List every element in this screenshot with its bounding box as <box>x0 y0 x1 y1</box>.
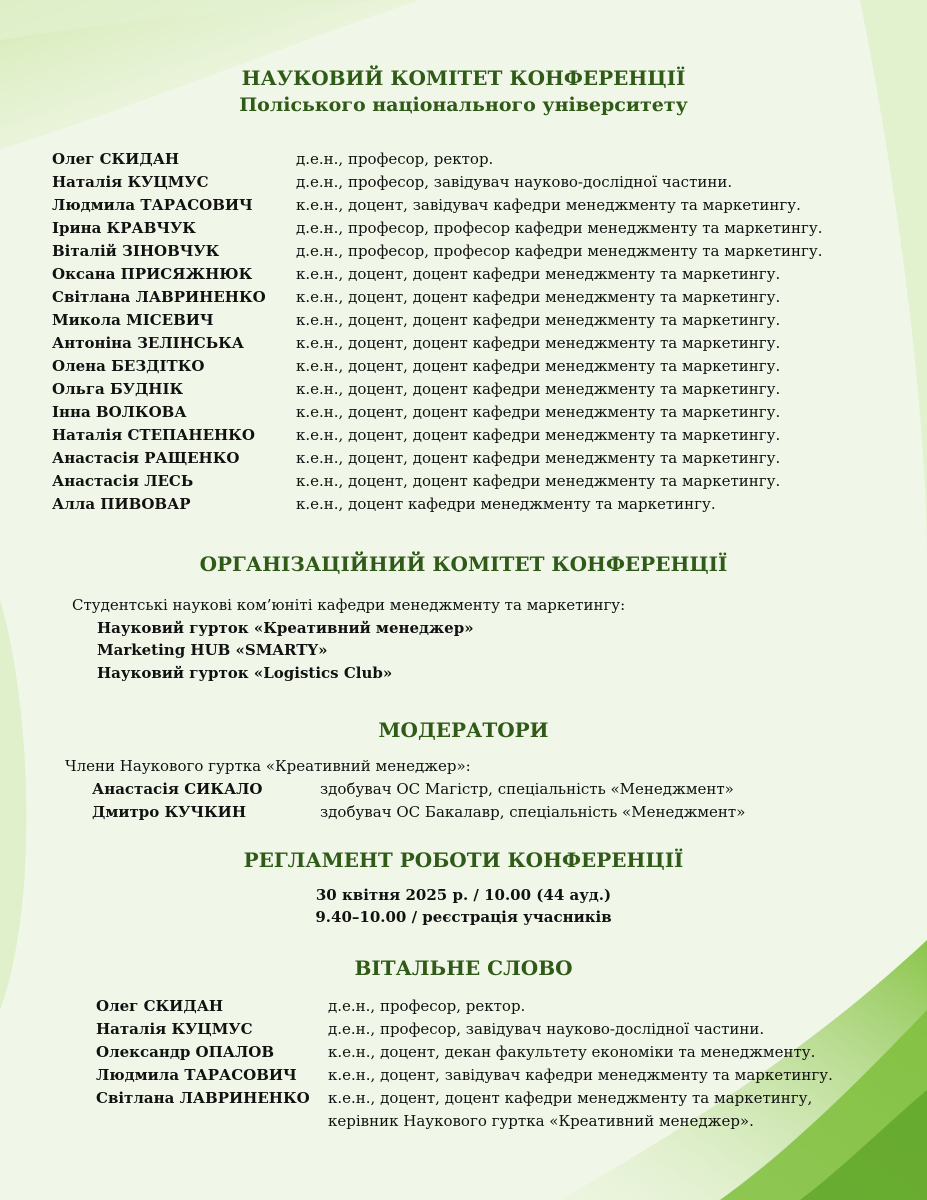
member-title: д.е.н., професор, професор кафедри менеджменту та маркетингу. <box>296 242 823 260</box>
member-title: к.е.н., доцент, завідувач кафедри менеджменту та маркетингу. <box>296 196 801 214</box>
moderators-list <box>92 780 892 826</box>
member-title: к.е.н., доцент, доцент кафедри менеджменту та маркетингу. <box>296 357 781 375</box>
member-title: к.е.н., доцент кафедри менеджменту та маркетингу. <box>296 495 716 513</box>
member-name: Людмила ТАРАСОВИЧ <box>52 196 253 214</box>
member-title: к.е.н., доцент, доцент кафедри менеджменту та маркетингу. <box>296 265 781 283</box>
member-name: Інна ВОЛКОВА <box>52 403 187 421</box>
scientific-committee-list <box>52 150 902 518</box>
member-title: к.е.н., доцент, доцент кафедри менеджменту та маркетингу. <box>296 403 781 421</box>
member-title: к.е.н., доцент, доцент кафедри менеджменту та маркетингу. <box>296 288 781 306</box>
committee-member-row <box>52 334 902 357</box>
schedule-date: 30 квітня 2025 р. / 10.00 (44 ауд.) <box>315 886 612 904</box>
member-title: к.е.н., доцент, доцент кафедри менеджменту та маркетингу. <box>296 311 781 329</box>
university-subtitle: Поліського національного університету <box>239 94 688 116</box>
speaker-name: Олександр ОПАЛОВ <box>96 1043 275 1061</box>
speaker-title: к.е.н., доцент, декан факультету економіки та менеджменту. <box>328 1043 816 1061</box>
member-name: Олена БЕЗДІТКО <box>52 357 205 375</box>
moderator-row <box>92 803 892 826</box>
moderator-name: Анастасія СИКАЛО <box>92 780 263 798</box>
moderator-name: Дмитро КУЧКИН <box>92 803 247 821</box>
moderator-desc: здобувач ОС Бакалавр, спеціальність «Менеджмент» <box>320 803 746 821</box>
speaker-name: Олег СКИДАН <box>96 997 224 1015</box>
committee-member-row <box>52 403 902 426</box>
speaker-row <box>96 1043 896 1066</box>
member-name: Наталія СТЕПАНЕНКО <box>52 426 255 444</box>
welcome-title: ВІТАЛЬНЕ СЛОВО <box>354 956 573 980</box>
member-title: к.е.н., доцент, доцент кафедри менеджменту та маркетингу. <box>296 426 781 444</box>
committee-member-row <box>52 311 902 334</box>
speaker-title: к.е.н., доцент, завідувач кафедри менеджменту та маркетингу. <box>328 1066 833 1084</box>
speaker-name: Людмила ТАРАСОВИЧ <box>96 1066 297 1084</box>
member-title: к.е.н., доцент, доцент кафедри менеджменту та маркетингу. <box>296 472 781 490</box>
speaker-name: Світлана ЛАВРИНЕНКО <box>96 1089 310 1107</box>
speaker-row <box>96 1089 896 1112</box>
speaker-row <box>96 1066 896 1089</box>
member-name: Віталій ЗІНОВЧУК <box>52 242 220 260</box>
member-title: к.е.н., доцент, доцент кафедри менеджменту та маркетингу. <box>296 449 781 467</box>
committee-member-row <box>52 150 902 173</box>
schedule-title: РЕГЛАМЕНТ РОБОТИ КОНФЕРЕНЦІЇ <box>243 848 684 872</box>
club-item: Науковий гурток «Креативний менеджер» <box>97 619 474 637</box>
member-name: Микола МІСЕВИЧ <box>52 311 214 329</box>
committee-member-row <box>52 449 902 472</box>
committee-member-row <box>52 472 902 495</box>
club-item: Науковий гурток «Logistics Club» <box>97 664 393 682</box>
member-name: Наталія КУЦМУС <box>52 173 209 191</box>
club-item: Marketing HUB «SMARTY» <box>97 641 328 659</box>
member-name: Алла ПИВОВАР <box>52 495 191 513</box>
speaker-name: Наталія КУЦМУС <box>96 1020 253 1038</box>
moderators-title: МОДЕРАТОРИ <box>378 718 549 742</box>
member-title: д.е.н., професор, ректор. <box>296 150 494 168</box>
speaker-row <box>96 997 896 1020</box>
committee-member-row <box>52 196 902 219</box>
organizing-committee-title: ОРГАНІЗАЦІЙНИЙ КОМІТЕТ КОНФЕРЕНЦІЇ <box>199 552 728 576</box>
organizing-intro: Студентські наукові ком’юніті кафедри менеджменту та маркетингу: <box>72 596 626 614</box>
welcome-speakers-list <box>96 997 896 1135</box>
member-name: Ольга БУДНІК <box>52 380 184 398</box>
member-title: к.е.н., доцент, доцент кафедри менеджменту та маркетингу. <box>296 334 781 352</box>
speaker-title: д.е.н., професор, ректор. <box>328 997 526 1015</box>
committee-member-row <box>52 288 902 311</box>
schedule-registration: 9.40–10.00 / реєстрація учасників <box>315 908 612 926</box>
member-name: Анастасія РАЩЕНКО <box>52 449 240 467</box>
moderator-desc: здобувач ОС Магістр, спеціальність «Менеджмент» <box>320 780 734 798</box>
committee-member-row <box>52 242 902 265</box>
committee-member-row <box>52 265 902 288</box>
committee-member-row <box>52 357 902 380</box>
committee-member-row <box>52 173 902 196</box>
scientific-committee-title: НАУКОВИЙ КОМІТЕТ КОНФЕРЕНЦІЇ <box>241 66 686 90</box>
moderator-row <box>92 780 892 803</box>
committee-member-row <box>52 426 902 449</box>
member-name: Ірина КРАВЧУК <box>52 219 196 237</box>
speaker-row-continuation <box>96 1112 896 1135</box>
member-name: Олег СКИДАН <box>52 150 180 168</box>
speaker-row <box>96 1020 896 1043</box>
speaker-title-continuation: керівник Наукового гуртка «Креативний менеджер». <box>328 1112 754 1130</box>
member-name: Оксана ПРИСЯЖНЮК <box>52 265 253 283</box>
speaker-title: к.е.н., доцент, доцент кафедри менеджменту та маркетингу, <box>328 1089 813 1107</box>
committee-member-row <box>52 495 902 518</box>
member-name: Антоніна ЗЕЛІНСЬКА <box>52 334 244 352</box>
member-name: Світлана ЛАВРИНЕНКО <box>52 288 266 306</box>
member-title: д.е.н., професор, завідувач науково-дослідної частини. <box>296 173 733 191</box>
member-title: к.е.н., доцент, доцент кафедри менеджменту та маркетингу. <box>296 380 781 398</box>
member-name: Анастасія ЛЕСЬ <box>52 472 194 490</box>
committee-member-row <box>52 380 902 403</box>
member-title: д.е.н., професор, професор кафедри менеджменту та маркетингу. <box>296 219 823 237</box>
committee-member-row <box>52 219 902 242</box>
moderators-intro: Члени Наукового гуртка «Креативний менеджер»: <box>65 757 471 775</box>
speaker-title: д.е.н., професор, завідувач науково-дослідної частини. <box>328 1020 765 1038</box>
